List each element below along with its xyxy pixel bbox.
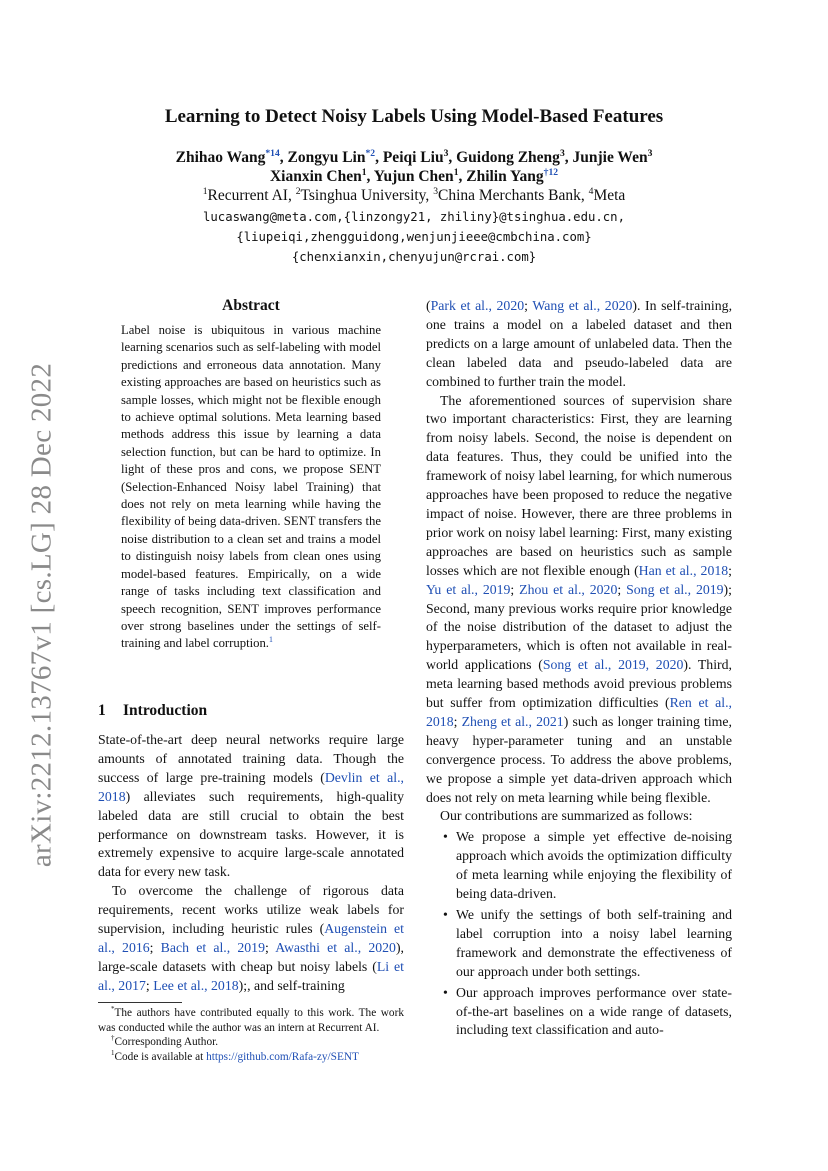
citation-link[interactable]: Wang et al., 2020 <box>532 298 633 313</box>
author-sup: 3 <box>647 147 653 159</box>
citation-link[interactable]: Li et al., 2017 <box>98 958 404 993</box>
affil-sup: 1 <box>202 185 208 197</box>
bullet-icon: • <box>443 984 448 1000</box>
citation-link[interactable]: Song et al., 2019, 2020 <box>542 657 684 673</box>
citation-link[interactable]: Devlin et al., 2018 <box>98 769 405 804</box>
list-item <box>426 828 732 904</box>
affiliations <box>100 186 728 205</box>
footnote-mark: † <box>111 1034 115 1043</box>
body-text: ( <box>426 298 431 313</box>
body-text: ), large-scale datasets with cheap but noisy labels ( <box>98 939 404 974</box>
footnote <box>98 1050 404 1065</box>
list-item-text: We unify the settings of both self-training and label corruption into a noisy label learning framework and demonstrate the effectiveness of our approach under both settings. <box>456 907 732 979</box>
author-name: , Junjie Wen <box>564 149 648 166</box>
citation-link[interactable]: Zheng et al., 2021 <box>461 713 564 729</box>
citation-link[interactable]: Lee et al., 2018 <box>153 977 239 993</box>
section-heading-introduction <box>98 702 207 720</box>
author-sup: 1 <box>361 166 367 178</box>
body-text: );, and self-training <box>238 977 345 993</box>
body-text: State-of-the-art deep neural networks require large amounts of annotated training data. Though the success of large pre-training models ( <box>98 732 404 785</box>
affil-name: Tsinghua University, <box>300 187 434 204</box>
list-item <box>426 984 732 1041</box>
footnote-mark: 1 <box>111 1049 115 1058</box>
author-line-2 <box>100 167 728 186</box>
citation-link[interactable]: Yu et al., 2019 <box>426 581 511 597</box>
author-sup: 3 <box>559 147 565 159</box>
body-text: ); Second, many previous works require prior knowledge of the noise distribution of the dataset to adjust the hyperparameters, which is often not available in real-world applications ( <box>426 581 732 673</box>
author-line-1 <box>100 148 728 167</box>
arxiv-id-text: arXiv:2212.13767v1 [cs.LG] 28 Dec 2022 <box>25 362 58 868</box>
paragraph: Our contributions are summarized as follows: <box>440 808 693 824</box>
affil-name: Recurrent AI, <box>207 187 296 204</box>
author-name: Xianxin Chen <box>269 168 362 185</box>
paragraph <box>426 297 732 392</box>
citation-link[interactable]: Han et al., 2018 <box>638 562 729 578</box>
body-text: ). Third, meta learning based methods avoid previous problems but suffer from optimization difficulties ( <box>426 657 732 711</box>
affil-sup: 2 <box>295 185 301 197</box>
author-emails <box>100 207 728 267</box>
right-column-body <box>426 297 732 1040</box>
bullet-icon: • <box>443 829 448 845</box>
list-item <box>426 906 732 982</box>
abstract-heading: Abstract <box>222 297 280 314</box>
author-name: , Zongyu Lin <box>279 149 366 166</box>
footnote-text: Code is available at <box>114 1050 207 1063</box>
affil-name: China Merchants Bank, <box>437 187 589 204</box>
author-name: , Peiqi Liu <box>375 149 444 166</box>
footnote-divider <box>98 1002 182 1003</box>
body-text: ; <box>264 939 276 955</box>
section-number: 1 <box>98 702 106 719</box>
paragraph <box>426 392 732 808</box>
author-sup: 3 <box>443 147 449 159</box>
author-sup: *2 <box>365 147 376 159</box>
footnote-text: The authors have contributed equally to this work. The work was conducted while the author was an intern at Recurrent AI. <box>98 1007 404 1034</box>
email-line: {liupeiqi,zhengguidong,wenjunjieee@cmbchina.com} <box>236 230 592 244</box>
citation-link[interactable]: Augenstein et al., 2016 <box>98 921 405 955</box>
body-text: To overcome the challenge of rigorous data requirements, recent works utilize weak labels for supervision, including heuristic rules ( <box>98 883 404 937</box>
body-text: ; <box>510 581 520 597</box>
body-text: ) such as longer training time, heavy hyper-parameter tuning and an unstable convergence process. To address the above problems, we propose a simple yet data-driven approach which does not rely on meta learning while being flexible. <box>426 713 732 805</box>
body-text: ; <box>617 581 627 597</box>
author-sup: †12 <box>543 166 559 178</box>
footnote <box>98 1035 404 1050</box>
body-text: ; <box>145 977 154 993</box>
citation-link[interactable]: Park et al., 2020 <box>430 298 525 313</box>
affil-sup: 3 <box>433 185 438 197</box>
citation-link[interactable]: Song et al., 2019 <box>626 581 724 597</box>
list-item-text: We propose a simple yet effective de-noising approach which avoids the optimization difficulty of meta learning while enjoying the flexibility of being data-driven. <box>456 829 732 902</box>
body-text: ; <box>453 713 462 729</box>
footnote-ref[interactable]: 1 <box>268 635 273 645</box>
contributions-list <box>426 828 732 1040</box>
email-line: {chenxianxin,chenyujun@rcrai.com} <box>291 250 537 264</box>
affil-name: Meta <box>593 187 626 204</box>
left-column-body <box>98 731 404 996</box>
body-text: ; <box>149 939 161 955</box>
affil-sup: 4 <box>588 185 594 197</box>
body-text: ; <box>728 562 732 578</box>
footnotes <box>98 1006 404 1064</box>
citation-link[interactable]: Bach et al., 2019 <box>160 939 265 955</box>
footnote-text: Corresponding Author. <box>114 1036 219 1049</box>
body-text: ). In self-training, one trains a model on a labeled dataset and then predicts on a large amount of unlabeled data. Then the clean labeled data and pseudo-labeled data are combined to further train the model. <box>426 298 733 389</box>
arxiv-sidebar-stamp <box>22 355 62 875</box>
author-name: Zhihao Wang <box>175 149 266 166</box>
paragraph <box>98 882 404 995</box>
author-name: , Zhilin Yang <box>458 168 544 185</box>
author-sup: 1 <box>453 166 459 178</box>
bullet-icon: • <box>443 907 448 922</box>
body-text: The aforementioned sources of supervision share two important characteristics: First, they are learning from noisy labels. Second, the noise is dependent on data features. Thus, they could be unified into the framework of noisy label learning, for which numerous approaches have been proposed to reduce the negative impact of noise. However, there are three problems in prior work on noisy label learning: First, many existing approaches are based on heuristics such as sample losses which are not flexible enough ( <box>426 392 732 578</box>
footnote-mark: * <box>111 1005 115 1014</box>
section-title: Introduction <box>123 702 208 719</box>
paper-title: Learning to Detect Noisy Labels Using Model-Based Features <box>164 106 664 127</box>
footnote <box>98 1006 404 1035</box>
citation-link[interactable]: Zhou et al., 2020 <box>519 581 618 597</box>
abstract-text: Label noise is ubiquitous in various machine learning scenarios such as self-labeling with model predictions and erroneous data annotation. Many existing approaches are based on heuristics such as sample losses, which might not be flexible enough to achieve optimal solutions. Meta learning based methods address this issue by learning a data selection function, but can be hard to optimize. In light of these pros and cons, we propose SENT (Selection-Enhanced Noisy label Training) that does not rely on meta learning while having the flexibility of being data-driven. SENT transfers the noise distribution to a clean set and trains a model to distinguish noisy labels from clean ones using model-based features. Empirically, on a wide range of tasks including text classification and speech recognition, SENT improves performance over strong baselines under the settings of self-training and label corruption. <box>121 323 381 651</box>
author-name: , Guidong Zheng <box>448 149 560 166</box>
author-list <box>100 148 728 186</box>
author-name: , Yujun Chen <box>366 168 454 185</box>
list-item-text: Our approach improves performance over state-of-the-art baselines on a wide range of datasets, including text classification and auto- <box>456 984 732 1038</box>
author-sup: *14 <box>265 147 280 159</box>
paragraph <box>98 731 404 882</box>
body-text: ; <box>524 298 533 313</box>
email-line: lucaswang@meta.com,{linzongy21, zhiliny}@tsinghua.edu.cn, <box>203 210 625 224</box>
citation-link[interactable]: Ren et al., 2018 <box>426 695 732 729</box>
body-text: ) alleviates such requirements, high-quality labeled data are still crucial to obtain the best performance on downstream tasks. However, it is extremely expensive to acquire large-scale annotated data for every new task. <box>98 788 404 880</box>
code-url-link[interactable]: https://github.com/Rafa-zy/SENT <box>206 1050 359 1063</box>
abstract-body <box>121 322 381 653</box>
citation-link[interactable]: Awasthi et al., 2020 <box>275 939 396 955</box>
